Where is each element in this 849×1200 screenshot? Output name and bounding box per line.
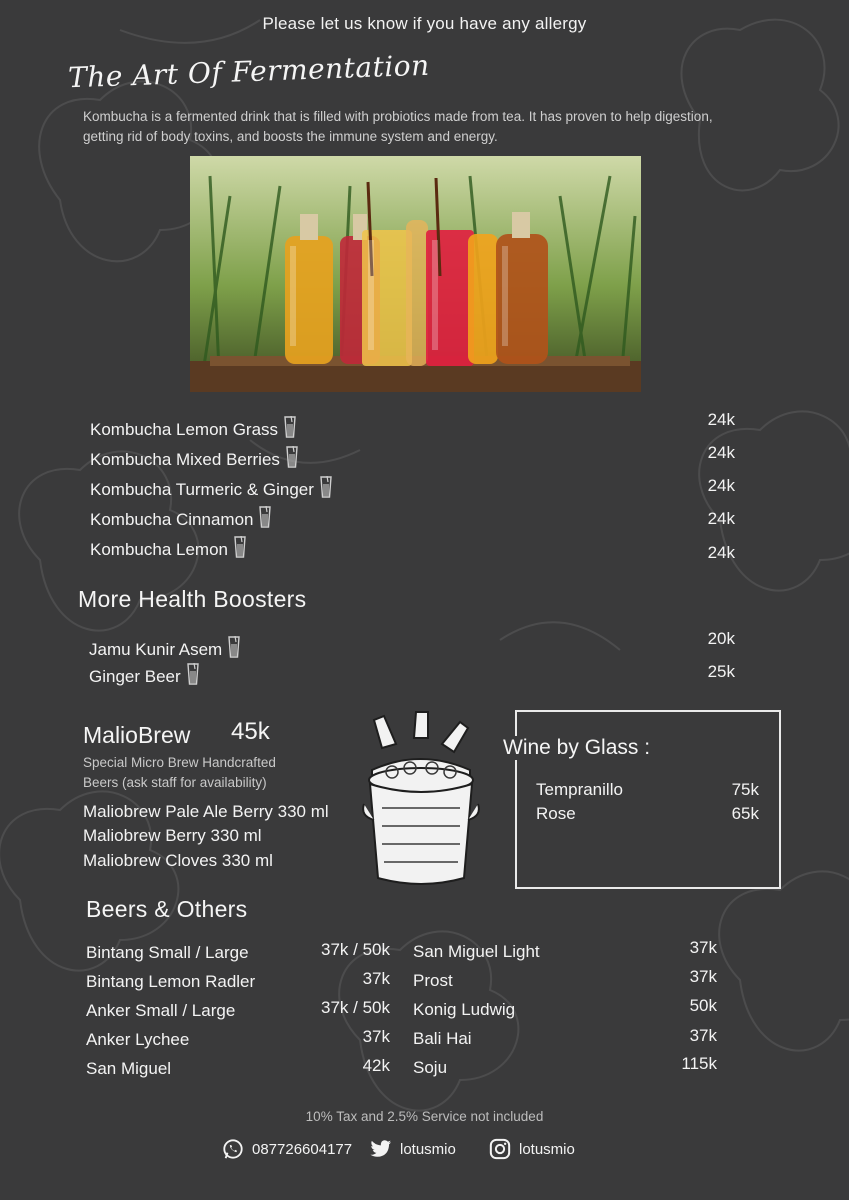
maliobrew-subtitle-line1: Special Micro Brew Handcrafted (83, 755, 276, 770)
twitter-icon (370, 1139, 392, 1159)
maliobrew-price: 45k (231, 718, 270, 745)
glass-drink-icon (259, 506, 271, 533)
kombucha-item-price: 24k (707, 476, 735, 495)
beer-item-price: 37k (362, 969, 390, 988)
instagram-handle: lotusmio (519, 1140, 575, 1158)
beer-item-name: Bintang Lemon Radler (86, 972, 256, 991)
maliobrew-item: Maliobrew Pale Ale Berry 330 ml (83, 802, 329, 821)
beer-item-name: Bintang Small / Large (86, 943, 249, 962)
wine-item-price: 75k (731, 780, 759, 799)
beer-item-price: 37k (362, 1027, 390, 1046)
glass-drink-icon (234, 536, 246, 563)
beer-bucket-icon (362, 708, 480, 888)
kombucha-item-name (90, 536, 246, 563)
health-item-price: 20k (707, 629, 735, 648)
health-item-name (89, 636, 240, 663)
health-item-label: Ginger Beer (89, 667, 181, 686)
whatsapp-contact[interactable] (222, 1136, 352, 1162)
twitter-contact[interactable] (370, 1136, 456, 1162)
kombucha-item-label: Kombucha Lemon Grass (90, 420, 279, 439)
kombucha-description: Kombucha is a fermented drink that is filled with probiotics made from tea. It has proven to help digestion, getting rid of body toxins, and boosts the immune system and energy. (83, 109, 713, 144)
beer-item-price: 37k (689, 938, 717, 957)
beer-item-price: 50k (689, 996, 717, 1015)
beer-item-name: San Miguel Light (413, 942, 540, 961)
beer-item-name: Anker Small / Large (86, 1001, 236, 1020)
kombucha-item-name (90, 506, 271, 533)
instagram-icon (489, 1138, 511, 1160)
beer-item-price: 42k (362, 1056, 390, 1075)
glass-drink-icon (228, 636, 240, 663)
whatsapp-icon (222, 1138, 244, 1160)
beer-item-name: Anker Lychee (86, 1030, 190, 1049)
kombucha-item-price: 24k (707, 443, 735, 462)
beer-item-price: 37k / 50k (321, 998, 390, 1017)
maliobrew-subtitle-line2: Beers (ask staff for availability) (83, 775, 267, 790)
beer-item-name: San Miguel (86, 1059, 172, 1078)
glass-drink-icon (284, 416, 296, 443)
kombucha-item-price: 24k (707, 509, 735, 528)
beer-item-price: 115k (681, 1054, 717, 1073)
kombucha-item-name (90, 476, 332, 503)
beer-item-price: 37k / 50k (321, 940, 390, 959)
beers-others-title: Beers & Others (86, 896, 248, 922)
kombucha-item-label: Kombucha Mixed Berries (90, 450, 280, 469)
beer-item-name: Soju (413, 1058, 448, 1077)
health-item-name (89, 663, 199, 690)
kombucha-item-name (90, 416, 296, 443)
maliobrew-subtitle (83, 753, 313, 793)
beer-item-price: 37k (689, 967, 717, 986)
wine-item-name: Rose (536, 804, 576, 823)
kombucha-bottles-photo (190, 156, 641, 392)
kombucha-item-price: 24k (707, 543, 735, 562)
glass-drink-icon (320, 476, 332, 503)
health-item-label: Jamu Kunir Asem (89, 640, 223, 659)
wine-item-name: Tempranillo (536, 780, 623, 799)
kombucha-item-label: Kombucha Cinnamon (90, 510, 254, 529)
kombucha-item-price: 24k (707, 410, 735, 429)
maliobrew-item: Maliobrew Cloves 330 ml (83, 851, 273, 870)
whatsapp-number: 087726604177 (252, 1140, 353, 1158)
kombucha-item-name (90, 446, 298, 473)
kombucha-item-label: Kombucha Turmeric & Ginger (90, 480, 314, 499)
health-boosters-title: More Health Boosters (78, 586, 307, 612)
kombucha-item-label: Kombucha Lemon (90, 540, 228, 559)
tax-service-note: 10% Tax and 2.5% Service not included (305, 1109, 544, 1124)
kombucha-section-title: The Art Of Fermentation (67, 48, 431, 95)
beer-item-name: Konig Ludwig (413, 1000, 516, 1019)
wine-by-glass-title: Wine by Glass : (503, 736, 651, 759)
twitter-handle: lotusmio (400, 1140, 456, 1158)
glass-drink-icon (286, 446, 298, 473)
glass-drink-icon (187, 663, 199, 690)
instagram-contact[interactable] (489, 1136, 575, 1162)
beer-item-name: Prost (413, 971, 453, 990)
beer-item-name: Bali Hai (413, 1029, 472, 1048)
beer-item-price: 37k (689, 1026, 717, 1045)
health-item-price: 25k (707, 662, 735, 681)
maliobrew-item: Maliobrew Berry 330 ml (83, 826, 262, 845)
allergy-notice: Please let us know if you have any allergy (262, 14, 587, 33)
maliobrew-title: MalioBrew (83, 722, 191, 748)
wine-item-price: 65k (731, 804, 759, 823)
